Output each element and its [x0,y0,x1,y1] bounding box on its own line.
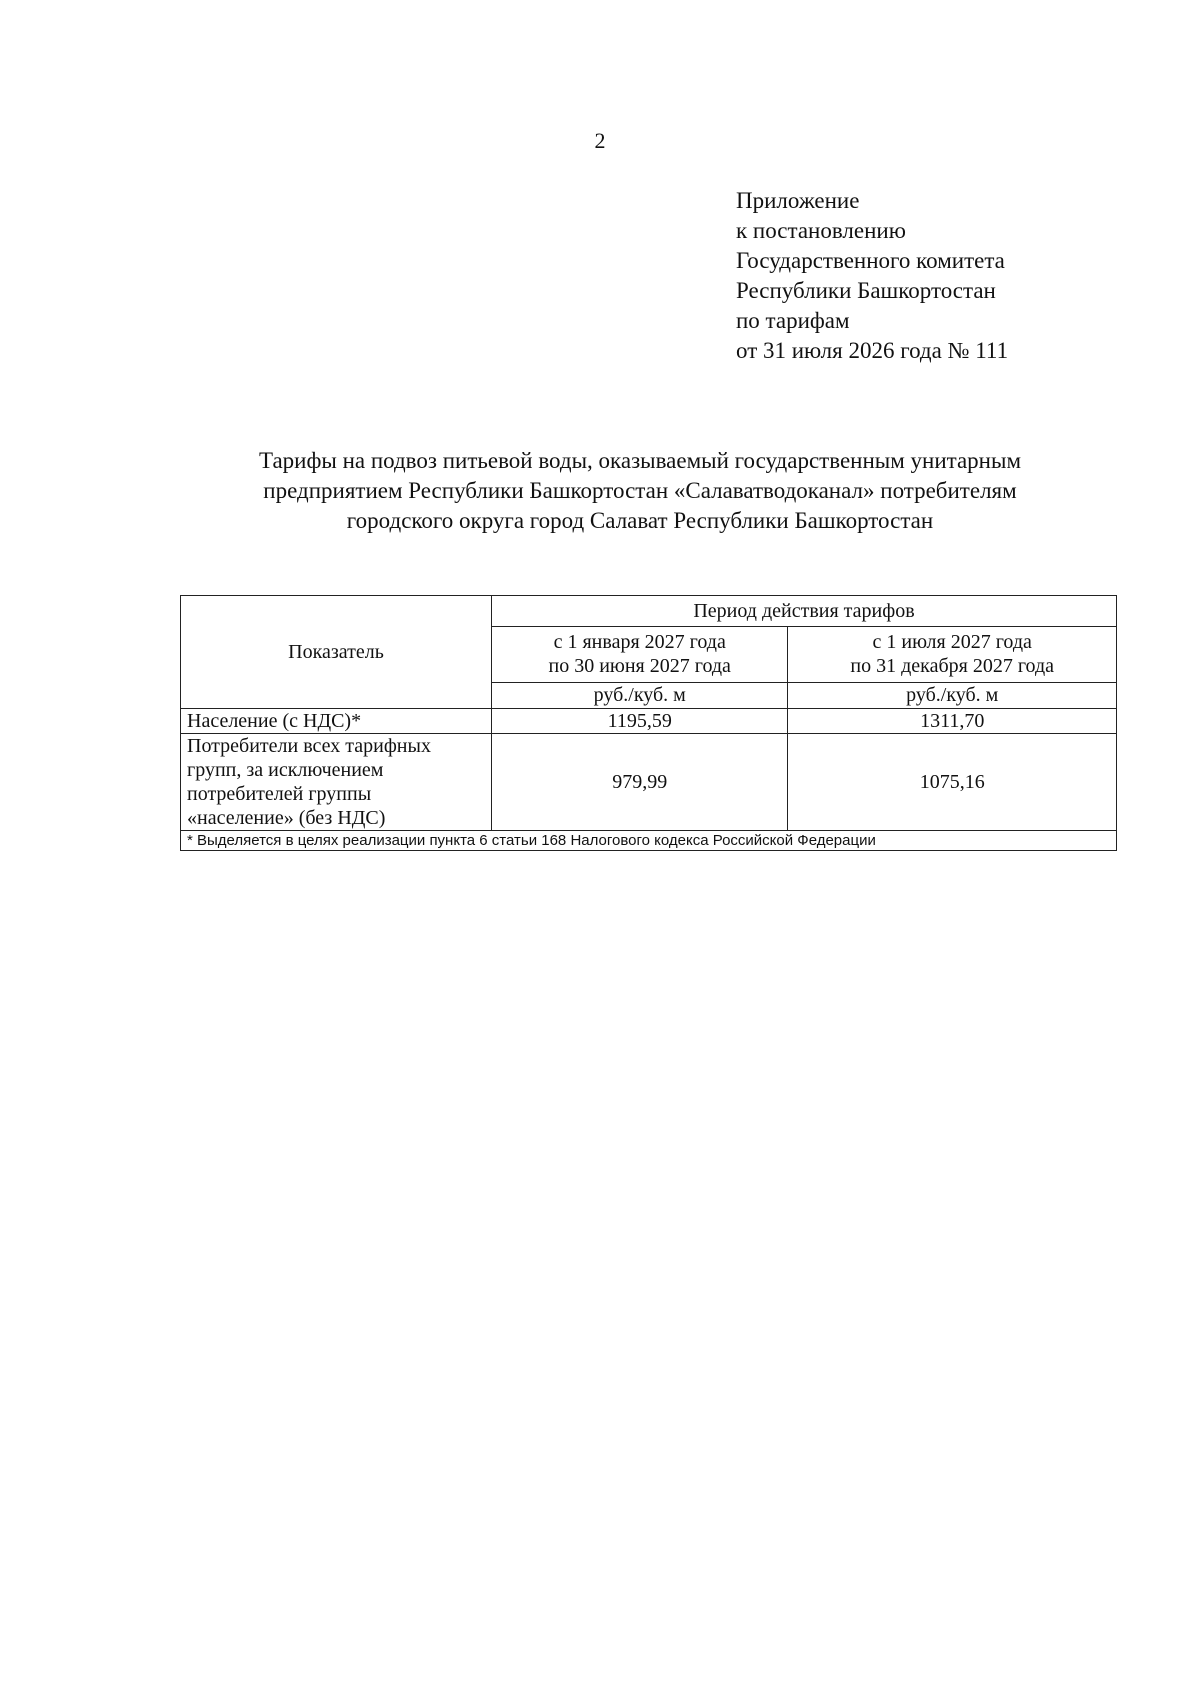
appendix-line: Республики Башкортостан [736,278,996,303]
appendix-line: по тарифам [736,308,850,333]
appendix-line: Государственного комитета [736,248,1005,273]
appendix-line: Приложение [736,188,860,213]
appendix-block [736,186,1008,366]
document-title [160,446,1120,536]
period-header: Период действия тарифов [492,596,1117,627]
page-number: 2 [594,128,606,153]
footnote: * Выделяется в целях реализации пункта 6 статьи 168 Налогового кодекса Российской Федерации [181,831,1117,851]
row-label-line: потребителей группы [187,783,372,805]
indicator-header: Показатель [181,596,492,709]
period-start: с 1 июля 2027 года [872,631,1032,654]
title-line: городского округа город Салават Республики Башкортостан [346,508,934,533]
table-row [181,709,1117,734]
appendix-line: от 31 июля 2026 года № 111 [736,338,1009,363]
tariff-value: 979,99 [492,734,788,831]
table-header-row [181,596,1117,627]
tariff-value: 1195,59 [492,709,788,734]
row-label: Население (с НДС)* [181,709,492,734]
period-end: по 30 июня 2027 года [548,655,731,678]
period-range-cell [492,626,788,682]
appendix-line: к постановлению [736,218,906,243]
tariff-value: 1075,16 [788,734,1117,831]
unit-cell: руб./куб. м [492,682,788,708]
row-label-line: «население» (без НДС) [187,807,386,829]
footnote-row [181,831,1117,851]
table-row [181,734,1117,831]
period-start: с 1 января 2027 года [553,631,726,654]
tariff-value: 1311,70 [788,709,1117,734]
row-label-line: Потребители всех тарифных [187,735,431,757]
unit-cell: руб./куб. м [788,682,1117,708]
title-line: Тарифы на подвоз питьевой воды, оказываемый государственным унитарным [258,448,1022,473]
title-line: предприятием Республики Башкортостан «Салаватводоканал» потребителям [263,478,1017,503]
period-range-cell [788,626,1117,682]
tariff-table [180,595,1117,851]
period-end: по 31 декабря 2027 года [850,655,1055,678]
row-label-line: групп, за исключением [187,759,384,781]
row-label [181,734,492,831]
